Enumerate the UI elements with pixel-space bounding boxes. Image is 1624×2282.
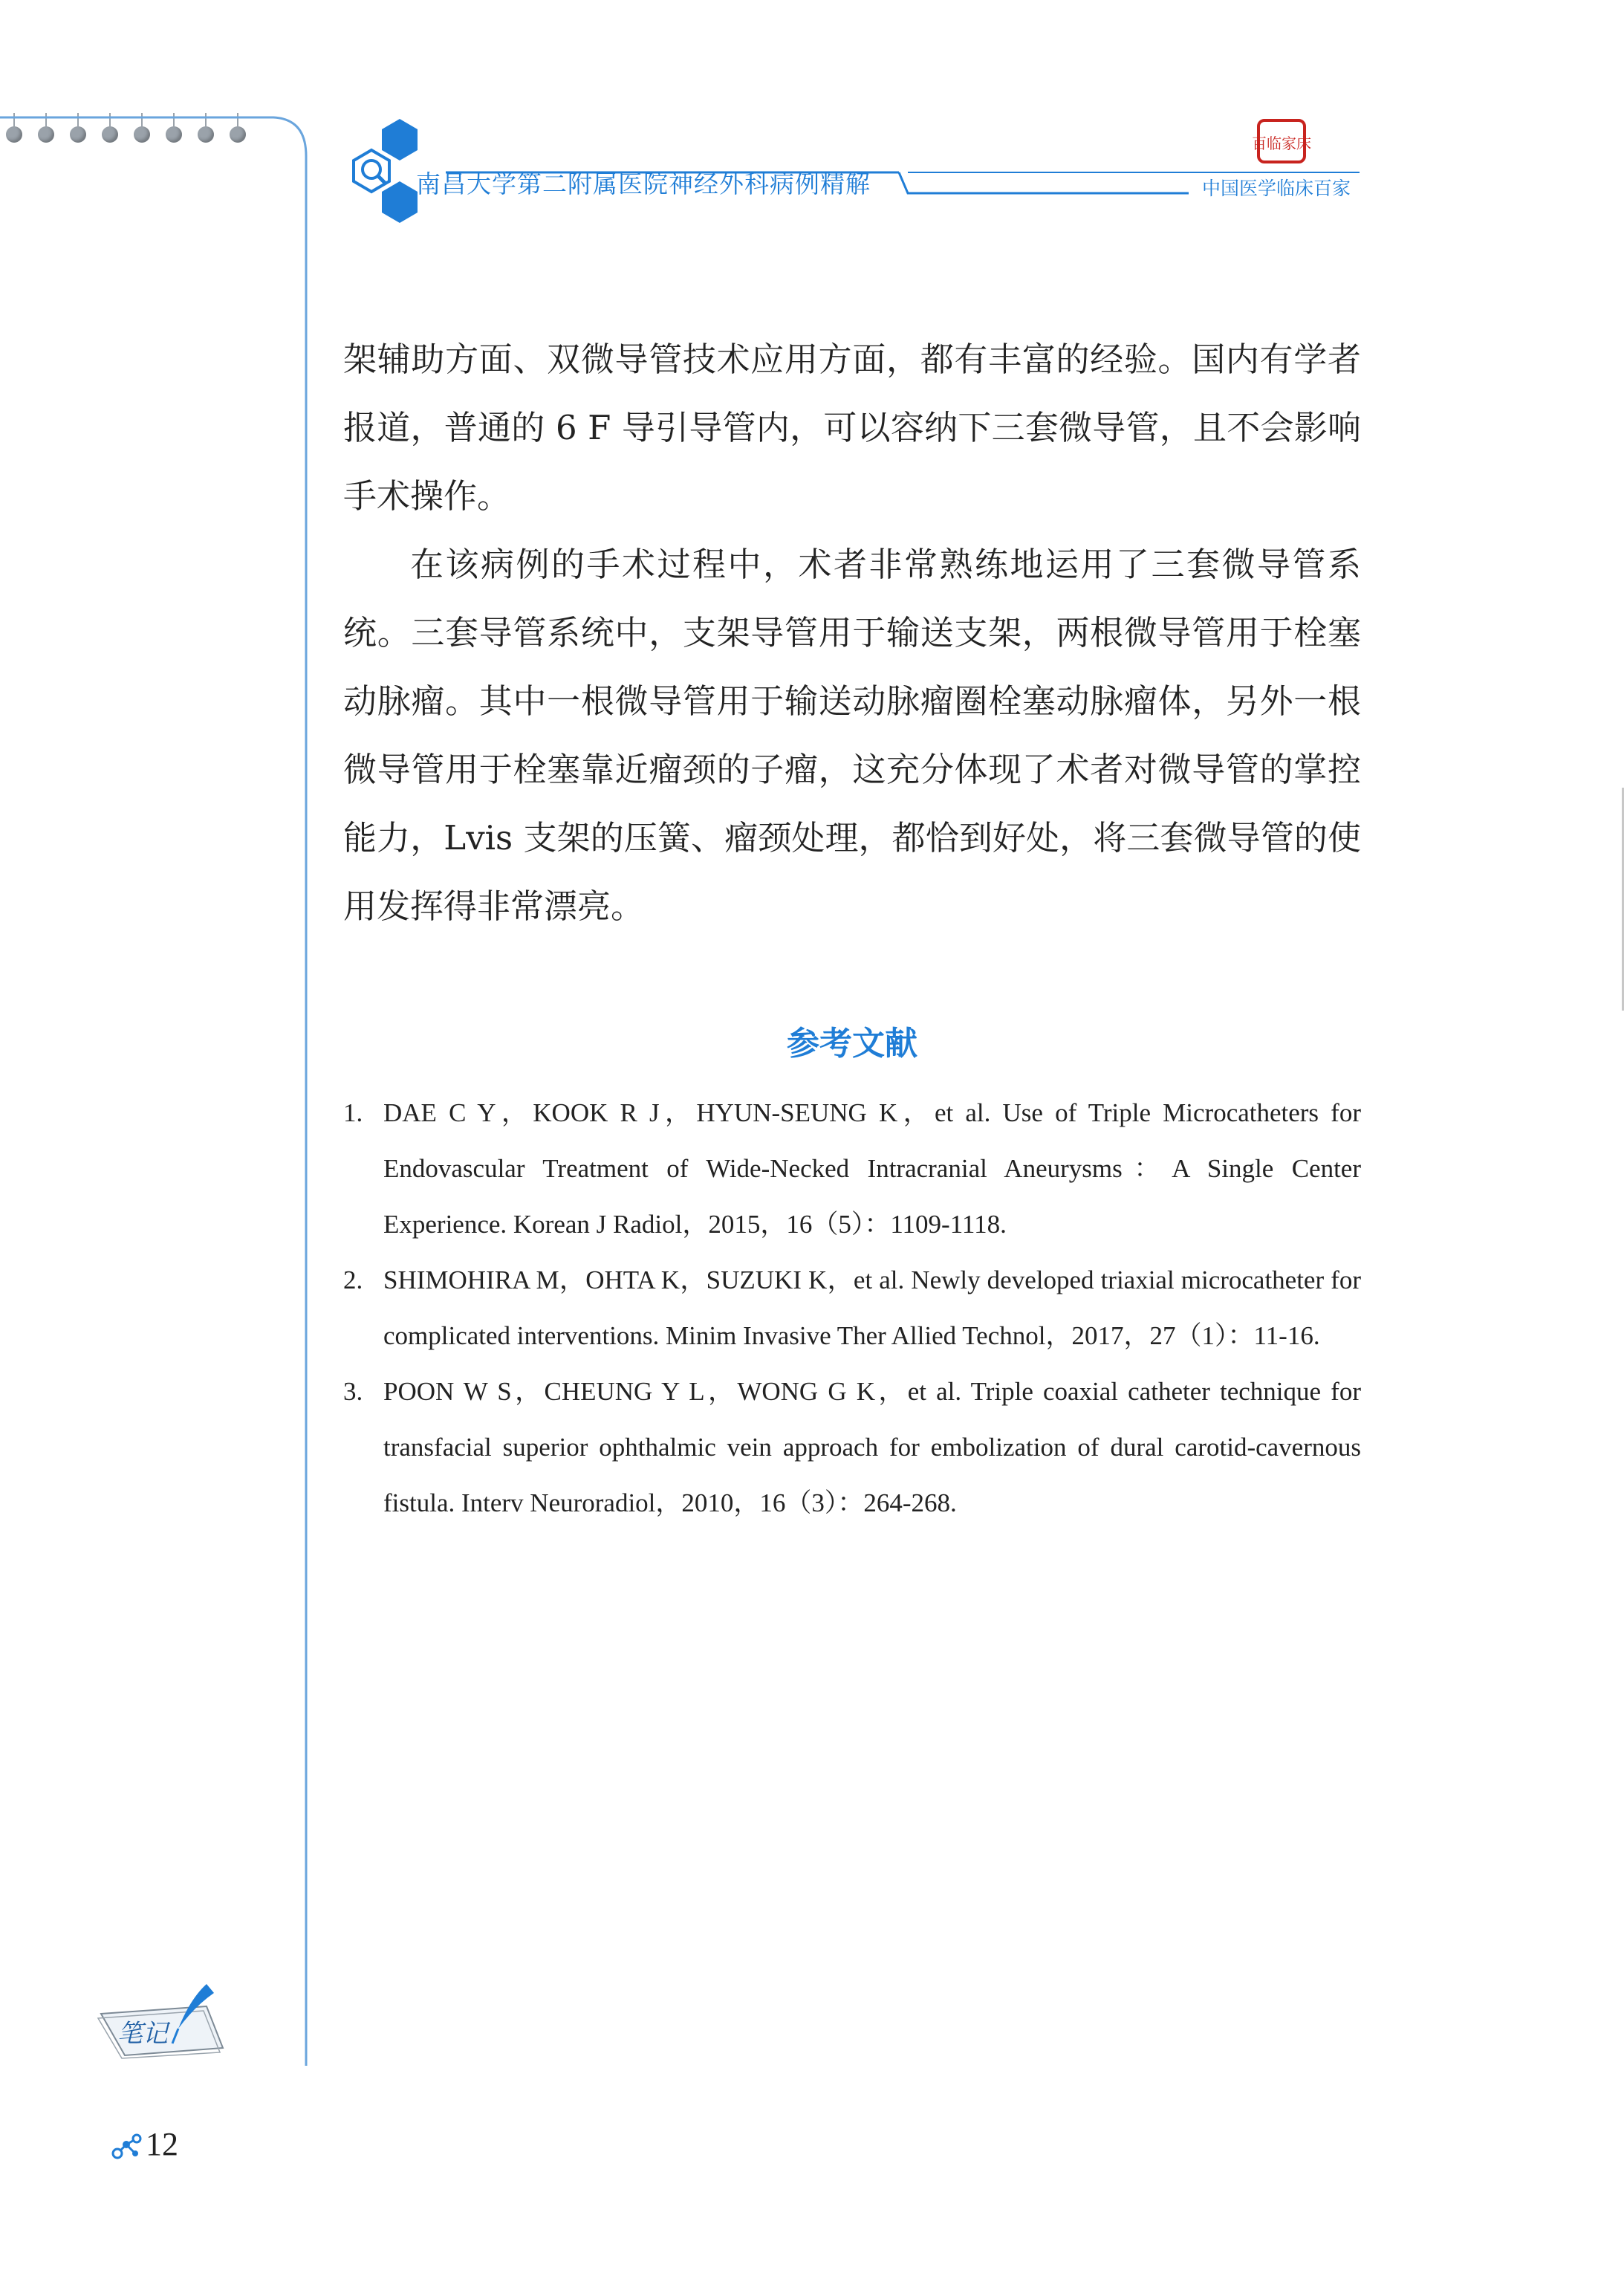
references-heading: 参考文献 [787,1025,917,1063]
feather-pen-notes-icon [95,1977,229,2058]
paragraph-2: 在该病例的手术过程中，术者非常熟练地运用了三套微导管系统。三套导管系统中，支架导管用于输送支架，两根微导管用于栓塞动脉瘤。其中一根微导管用于输送动脉瘤圈栓塞动脉瘤体，另外一根微导管用于栓塞靠近瘤颈的子瘤，这充分体现了术者对微导管的掌控能力，Lvis 支架的压簧、瘤颈处理，都恰到好处，将三套微导管的使用发挥得非常漂亮。 [343,545,1361,926]
seal-stamp-icon [1252,119,1311,163]
binder-ring-icon [230,126,246,143]
reference-number: 2. [343,1265,363,1294]
page-number: 12 [146,2126,178,2162]
series-name: 中国医学临床百家 [1202,178,1351,199]
molecule-icon [110,2131,144,2161]
reference-item [343,1252,1361,1364]
binder-ring-icon [70,126,86,143]
binder-ring-icon [198,126,214,143]
binder-ring-icon [134,126,150,143]
reference-number: 1. [343,1098,363,1127]
reference-text: POON W S，CHEUNG Y L，WONG G K，et al. Triple coaxial catheter technique for transfacial superior ophthalmic vein approach for embolization of dural carotid-cavernous fistula. Interv Neuroradiol，2010，16（3）：264-268. [383,1377,1361,1517]
paragraph-1: 架辅助方面、双微导管技术应用方面，都有丰富的经验。国内有学者报道，普通的 6 F 导引导管内，可以容纳下三套微导管，且不会影响手术操作。 [343,340,1361,516]
svg-text:笔记: 笔记 [117,2019,168,2049]
book-title: 南昌大学第二附属医院神经外科病例精解 [416,169,871,198]
reference-number: 3. [343,1377,363,1406]
reference-text: DAE C Y，KOOK R J，HYUN-SEUNG K，et al. Use of Triple Microcatheters for Endovascular Treatment of Wide-Necked Intracranial Aneurysms：A Single Center Experience. Korean J Radiol，2015，16（5）：1109-1118. [383,1098,1361,1239]
reference-item [343,1364,1361,1531]
binder-ring-icon [6,126,22,143]
body-text [343,325,1361,941]
reference-text: SHIMOHIRA M，OHTA K，SUZUKI K，et al. Newly developed triaxial microcatheter for complicated interventions. Minim Invasive Ther Allied Technol，2017，27（1）：11-16. [383,1265,1361,1350]
reference-item [343,1085,1361,1252]
binder-ring-icon [38,126,54,143]
binder-dots [6,116,251,153]
svg-text:百临家床: 百临家床 [1252,134,1311,152]
references-list [343,1085,1361,1531]
binder-ring-icon [102,126,118,143]
binder-ring-icon [166,126,182,143]
